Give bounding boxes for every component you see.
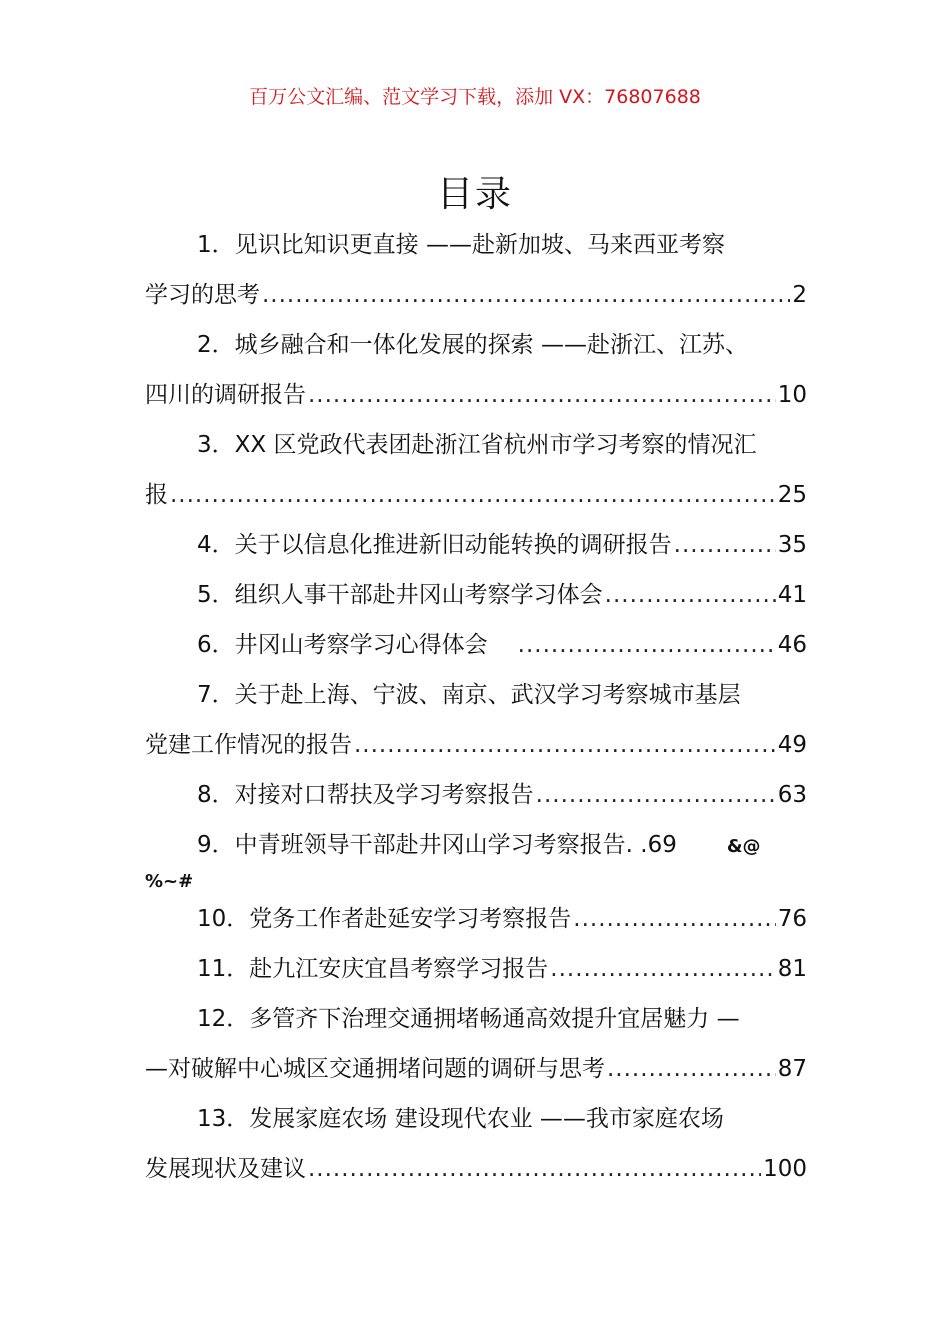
dot-leader [573, 894, 775, 944]
toc-entry-10[interactable] [145, 894, 807, 944]
toc-entry-2[interactable] [145, 320, 807, 370]
toc-entry-text: 6．井冈山考察学习心得体会 [197, 632, 488, 658]
toc-entry-text: 9．中青班领导干部赴井冈山学习考察报告. .69 [197, 832, 677, 858]
toc-entry-text: 8．对接对口帮扶及学习考察报告 [197, 782, 534, 808]
toc-entry-text: 11．赴九江安庆宜昌考察学习报告 [197, 956, 549, 982]
stray-symbols: %~# [145, 871, 194, 892]
toc-entry-1-cont[interactable] [145, 270, 807, 320]
toc-entry-8[interactable] [145, 770, 807, 820]
toc-entry-text: 2．城乡融合和一体化发展的探索 ——赴浙江、江苏、 [197, 332, 748, 358]
dot-leader [674, 520, 776, 570]
dot-leader [308, 1144, 761, 1194]
page-number: 25 [777, 482, 807, 508]
page-number: 46 [777, 632, 807, 658]
toc-entry-7[interactable] [145, 670, 807, 720]
page-number: 63 [777, 782, 807, 808]
dot-leader [550, 944, 775, 994]
page-number: 76 [777, 906, 807, 932]
toc-entry-4[interactable] [145, 520, 807, 570]
toc-entry-7-cont[interactable] [145, 720, 807, 770]
dot-leader [536, 770, 776, 820]
toc-entry-text: 报 [145, 482, 168, 508]
dot-leader [518, 620, 776, 670]
dot-leader [170, 470, 776, 520]
toc-entry-6[interactable] [145, 620, 807, 670]
toc-entry-text: 四川的调研报告 [145, 382, 306, 408]
toc-entry-text: 12．多管齐下治理交通拥堵畅通高效提升宜居魅力 — [197, 1006, 740, 1032]
page-title: 目录 [436, 174, 513, 215]
toc-entry-text: 3．XX 区党政代表团赴浙江省杭州市学习考察的情况汇 [197, 432, 757, 458]
toc-entry-text: 7．关于赴上海、宁波、南京、武汉学习考察城市基层 [197, 682, 741, 708]
page-number: 100 [763, 1156, 807, 1182]
toc-entry-13[interactable] [145, 1094, 807, 1144]
toc-entry-text: 10．党务工作者赴延安学习考察报告 [197, 906, 572, 932]
page-number: 10 [777, 382, 807, 408]
table-of-contents [145, 220, 807, 1194]
page-number: 87 [777, 1056, 807, 1082]
stray-symbols: &@ [726, 836, 761, 857]
dot-leader [308, 370, 776, 420]
toc-entry-text: 学习的思考 [145, 282, 260, 308]
toc-entry-text: 13．发展家庭农场 建设现代农业 ——我市家庭农场 [197, 1106, 724, 1132]
page-number: 49 [777, 732, 807, 758]
toc-entry-11[interactable] [145, 944, 807, 994]
toc-entry-12-cont[interactable] [145, 1044, 807, 1094]
toc-entry-2-cont[interactable] [145, 370, 807, 420]
toc-entry-text: 发展现状及建议 [145, 1156, 306, 1182]
dot-leader [605, 570, 776, 620]
dot-leader [262, 270, 790, 320]
toc-entry-text: 4．关于以信息化推进新旧动能转换的调研报告 [197, 532, 672, 558]
toc-entry-13-cont[interactable] [145, 1144, 807, 1194]
toc-entry-9[interactable] [145, 820, 807, 870]
page-number: 81 [777, 956, 807, 982]
page-number: 41 [777, 582, 807, 608]
dot-leader [354, 720, 776, 770]
toc-entry-12[interactable] [145, 994, 807, 1044]
toc-entry-text: 党建工作情况的报告 [145, 732, 352, 758]
toc-entry-text: 5．组织人事干部赴井冈山考察学习体会 [197, 582, 603, 608]
toc-entry-text: 1．见识比知识更直接 ——赴新加坡、马来西亚考察 [197, 232, 725, 258]
toc-entry-3-cont[interactable] [145, 470, 807, 520]
stray-symbols-line [145, 870, 807, 894]
toc-entry-1[interactable] [145, 220, 807, 270]
dot-leader [607, 1044, 776, 1094]
download-banner: 百万公文汇编、范文学习下载，添加 VX：76807688 [249, 86, 701, 108]
toc-entry-text: —对破解中心城区交通拥堵问题的调研与思考 [145, 1056, 605, 1082]
toc-entry-3[interactable] [145, 420, 807, 470]
page-number: 35 [777, 532, 807, 558]
page-number: 2 [792, 282, 807, 308]
toc-entry-5[interactable] [145, 570, 807, 620]
